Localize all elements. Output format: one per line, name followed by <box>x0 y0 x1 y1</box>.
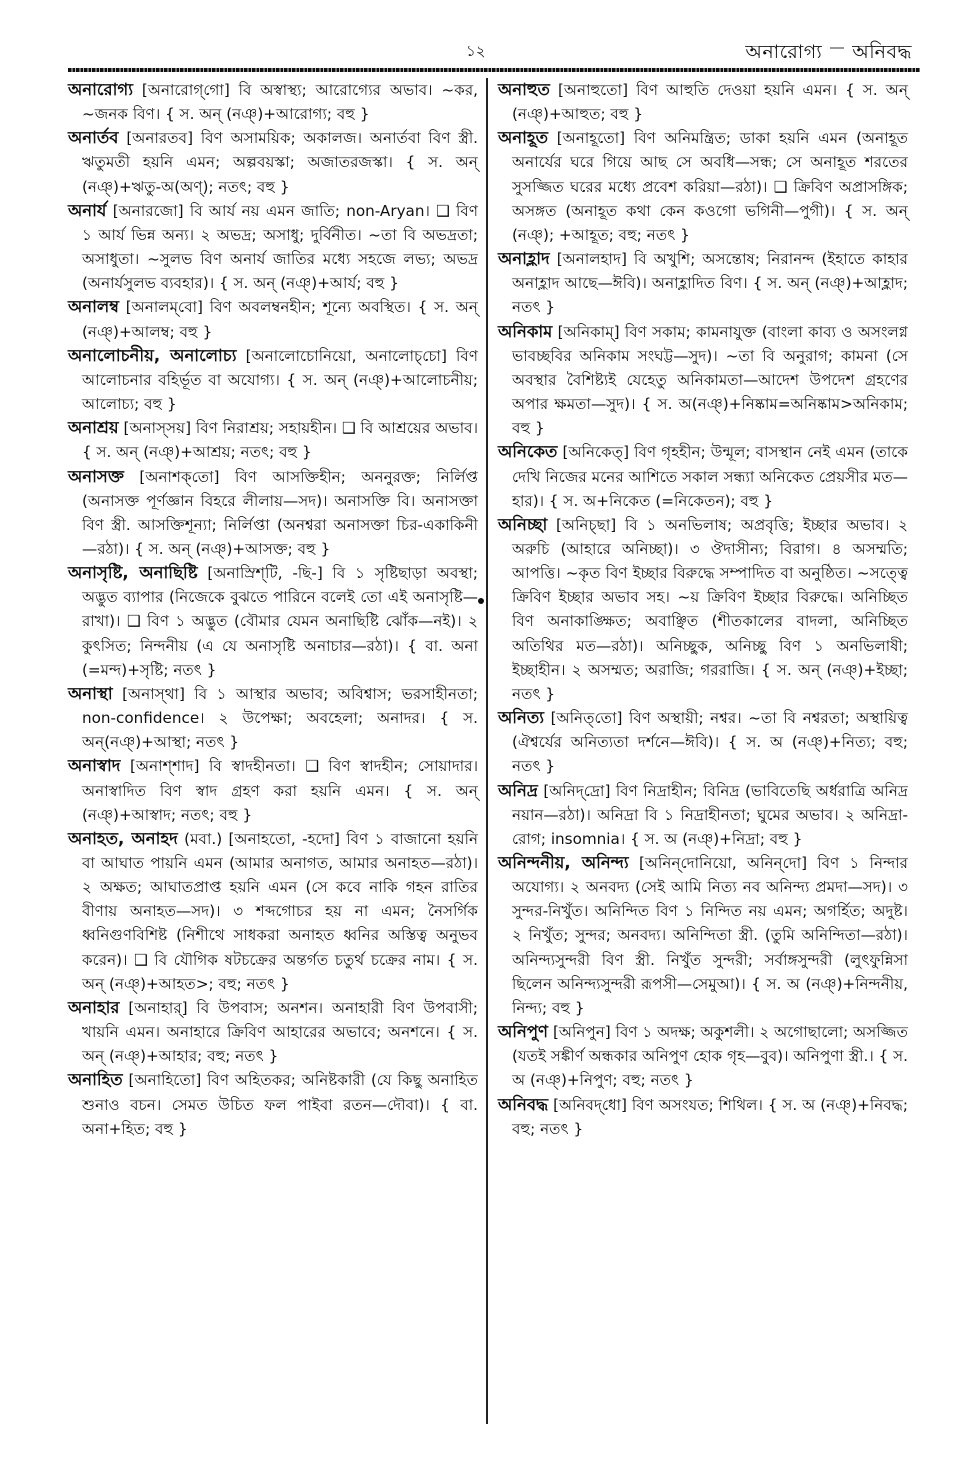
dictionary-entry <box>68 126 478 198</box>
headword: অনাস্থা <box>68 683 113 703</box>
dictionary-entry <box>68 1068 478 1140</box>
dictionary-entry <box>498 779 908 851</box>
guide-separator <box>830 47 844 59</box>
headword: অনাস্বাদ <box>68 756 121 776</box>
headword: অনিচ্ছা <box>498 514 548 534</box>
headword: অনিকাম <box>498 321 553 341</box>
entry-text: [অনিকেত্] বিণ গৃহহীন; উন্মূল; বাসস্থান নেই এমন (তাকে দেখি নিজের মনের আশিতে সকাল সন্ধ্যা অনিকেত প্রেয়সীর মত—হার)। { স. অ+নিকেত (=নিকেতন); বহু } <box>512 443 908 510</box>
dictionary-entry <box>498 78 908 126</box>
dictionary-entry <box>498 513 908 706</box>
entry-text: [অনালোচোনিয়ো, অনালোচ্‌চো] বিণ আলোচনার বহির্ভূত বা অযোগ্য। { স. অন্ (নঞ্)+আলোচনীয়; আলোচ্য; বহু } <box>82 346 479 414</box>
entry-text: [অনাশক্‌তো] বিণ আসক্তিহীন; অননুরক্ত; নির্লিপ্ত (অনাসক্ত পূর্ণজ্ঞান বিহরে লীলায়—সদ)। অনাসক্তি বি। অনাসক্তা বিণ স্ত্রী. আসক্তিশূন্যা; নির্লিপ্তা (অনশ্বরা অনাসক্তা চির-একাকিনী—রঠা)। { স. অন্ (নঞ্)+আসক্ত; বহু } <box>82 467 478 558</box>
entry-text: [অনালহাদ] বি অখুশি; অসন্তোষ; নিরানন্দ (ইহাতে কাহার অনাহ্লাদ আছে—ঈবি)। অনাহ্লাদিত বিণ। { স. অন্ (নঞ্)+আহ্লাদ; নতৎ } <box>512 250 908 317</box>
headword: অনালম্ব <box>68 297 119 317</box>
headword: অনিন্দনীয়, অনিন্দ্য <box>498 853 629 872</box>
entry-text: [অনাস্‌সয়] বিণ নিরাশ্রয়; সহায়হীন। ❑ বি আশ্রয়ের অভাব। { স. অন্ (নঞ্)+আশ্রয়; নতৎ; বহু } <box>82 419 478 462</box>
guide-word-first: অনারোগ্য <box>745 41 823 63</box>
dictionary-entry <box>68 344 478 416</box>
guide-word-last: অনিবদ্ধ <box>852 41 912 63</box>
entry-text: [অনিকাম্] বিণ সকাম; কামনাযুক্ত (বাংলা কাব্য ও অসংলগ্ন ভাবচ্ছবির অনিকাম সংঘট্ট—সুদ)। ~তা বি অনুরাগ; কামনা (সে অবস্থার বৈশিষ্ট্যই যেহেতু অনিকামতা—আদেশ উপদেশ গ্রহণের অপার ক্ষমতা—সুদ)। { স. অ(নঞ্)+নিষ্কাম=অনিষ্কাম>অনিকাম; বহু } <box>512 322 909 438</box>
entry-text: [অনাস্রিশ্‌টি, -ছি-] বি ১ সৃষ্টিছাড়া অবস্থা; অদ্ভুত ব্যাপার (নিজেকে বুঝতে পারিনে বলেই তো এই অনাসৃষ্টি—রাখা)। ❑ বিণ ১ অদ্ভুত (বৌমার যেমন অনাছিষ্টি ঝোঁক—নই)। ২ কুৎসিত; নিন্দনীয় (এ যে অনাসৃষ্টি অনাচার—রঠা)। { বা. অনা (=মন্দ)+সৃষ্টি; নতৎ } <box>82 564 479 679</box>
entry-text: [অনাহার্] বি উপবাস; অনশন। অনাহারী বিণ উপবাসী; খায়নি এমন। অনাহারে ক্রিবিণ আহারের অভাবে; অনশনে। { স. অন্ (নঞ্)+আহার; বহু; নতৎ } <box>82 998 479 1066</box>
dictionary-entry <box>68 78 478 126</box>
dictionary-entry <box>68 416 478 464</box>
entry-text: [অনিবদ্‌ধো] বিণ অসংযত; শিথিল। { স. অ (নঞ্)+নিবদ্ধ; বহু; নতৎ } <box>512 1095 908 1138</box>
dictionary-entry <box>498 1093 908 1141</box>
entry-text: [অনিচ্‌ছা] বি ১ অনভিলাষ; অপ্রবৃত্তি; ইচ্ছার অভাব। ২ অরুচি (আহারে অনিচ্ছা)। ৩ ঔদাসীন্য; বিরাগ। ৪ অসম্মতি; আপত্তি। ~কৃত বিণ ইচ্ছার বিরুদ্ধে সম্পাদিত বা অনুষ্ঠিত। ~সত্ত্বে ক্রিবিণ ইচ্ছার অভাব সহ। ~য় ক্রিবিণ ইচ্ছার বিরুদ্ধে। অনিচ্ছিত বিণ অনাকাঙ্ক্ষিত; অবাঞ্ছিত (শীতকালের বাদলা, অনিচ্ছিত অতিথির মত—রঠা)। অনিচ্ছুক, অনিচ্ছু বিণ ১ অনভিলাষী; ইচ্ছাহীন। ২ অসম্মত; অরাজি; গররাজি। { স. অন্ (নঞ্)+ইচ্ছা; নতৎ } <box>512 515 908 703</box>
entry-text: [অনাহূতো] বিণ অনিমন্ত্রিত; ডাকা হয়নি এমন (অনাহূত অনার্যের ঘরে গিয়ে আছ সে অবধি—সন্ধ; সে অনাহূত শরতের সুসজ্জিত ঘরের মধ্যে প্রবেশ করিয়া—রঠা)। ❑ ক্রিবিণ অপ্রাসঙ্গিক; অসঙ্গত (অনাহূত কথা কেন কওগো ভগিনী—পুগী)। { স. অন্ (নঞ্); +আহূত; বহু; নতৎ } <box>512 129 908 244</box>
dictionary-entry <box>498 320 908 441</box>
headword: অনারোগ্য <box>68 80 134 99</box>
headword: অনিপুণ <box>498 1022 549 1042</box>
headword: অনিবদ্ধ <box>498 1094 549 1114</box>
column-divider <box>486 78 488 1424</box>
dictionary-entry <box>498 706 908 778</box>
dictionary-entry <box>498 126 908 247</box>
entry-text: [অনিপুন] বিণ ১ অদক্ষ; অকুশলী। ২ অগোছালো; অসজ্জিত (যতই সঙ্কীর্ণ অন্ধকার অনিপুণ হোক গৃহ—বুব)। অনিপুণা স্ত্রী.। { স. অ (নঞ্)+নিপুণ; বহু; নতৎ } <box>512 1023 909 1090</box>
entry-text: [অনারোগ্‌গো] বি অস্বাস্থ্য; আরোগ্যের অভাব। ~কর, ~জনক বিণ। { স. অন্ (নঞ্)+আরোগ্য; বহু } <box>82 81 479 124</box>
headword: অনাহার <box>68 997 120 1017</box>
dictionary-entry <box>68 465 478 562</box>
entry-text: [অনারতব] বিণ অসাময়িক; অকালজ। অনার্তবা বিণ স্ত্রী. ঋতুমতী হয়নি এমন; অল্পবয়স্কা; অজাতরজস্কা। { স. অন্ (নঞ্)+ঋতু-অ(অণ্); নতৎ; বহু } <box>82 129 478 196</box>
dictionary-entry <box>68 682 478 754</box>
headword: অনাসক্ত <box>68 466 124 486</box>
dictionary-entry <box>68 754 478 826</box>
dictionary-entry <box>498 440 908 512</box>
dictionary-entry <box>68 199 478 296</box>
dictionary-entry <box>498 247 908 319</box>
headword: অনাশ্রয় <box>68 418 119 438</box>
dictionary-entry <box>68 827 478 996</box>
headword: অনাহিত <box>68 1070 123 1090</box>
headword: অনাসৃষ্টি, অনাছিষ্টি <box>68 563 198 583</box>
page-number: ১২ <box>466 42 486 60</box>
entry-text: [অনারজো] বি আর্য নয় এমন জাতি; non-Aryan। ❑ বিণ ১ আর্য ভিন্ন অন্য। ২ অভদ্র; অসাধু; দুর্বিনীত। ~তা বি অভদ্রতা; অসাধুতা। ~সুলভ বিণ অনার্য জাতির মধ্যে সহজে লভ্য; অভদ্র (অনার্যসুলভ ব্যবহার)। { স. অন্ (নঞ্)+আর্য; বহু } <box>82 201 478 293</box>
headword: অনালোচনীয়, অনালোচ্য <box>68 345 237 365</box>
headword: অনিদ্র <box>498 780 538 800</box>
entry-text: [অনিদ্‌দ্রো] বিণ নিদ্রাহীন; বিনিদ্র (ভাবিতেছি অর্ধরাত্রি অনিদ্র নয়ান—রঠা)। অনিদ্রা বি ১ নিদ্রাহীনতা; ঘুমের অভাব। ২ অনিদ্রা-রোগ; insomnia। { স. অ (নঞ্)+নিদ্রা; বহু } <box>512 781 908 848</box>
page-header <box>0 38 960 72</box>
dictionary-entry <box>498 1020 908 1092</box>
left-column <box>68 78 478 1141</box>
entry-text: [অনিন্‌দোনিয়ো, অনিন্‌দো] বিণ ১ নিন্দার অযোগ্য। ২ অনবদ্য (সেই আমি নিত্য নব অনিন্দ্য প্রমদা—সদ)। ৩ সুন্দর-নিখুঁত। অনিন্দিত বিণ ১ নিন্দিত নয় এমন; অগর্হিত; অদুষ্ট। ২ নিখুঁত; সুন্দর; অনবদ্য। অনিন্দিতা স্ত্রী. (তুমি অনিন্দিতা—রঠা)। অনিন্দ্যসুন্দরী বিণ স্ত্রী. নিখুঁত সুন্দরী; সর্বাঙ্গসুন্দরী (লুৎফুন্নিসা ছিলেন অনিন্দ্যসুন্দরী রূপসী—সেমুআ)। { স. অ (নঞ্)+নিন্দনীয়, নিন্দ্য; বহু } <box>512 854 909 1017</box>
dictionary-entry <box>68 295 478 343</box>
headword: অনিকেত <box>498 442 558 462</box>
entry-text: (মবা.) [অনাহতো, -হদো] বিণ ১ বাজানো হয়নি বা আঘাত পায়নি এমন (আমার অনাগত, আমার অনাহত—রঠা)। ২ অক্ষত; আঘাতপ্রাপ্ত হয়নি এমন (সে কবে নাকি গহন রাতির বীণায় অনাহত—সদ)। ৩ শব্দগোচর হয় না এমন; নৈসর্গিক ধ্বনিগুণবিশিষ্ট (নিশীথে সাধকরা অনাহত ধ্বনির অস্তিত্ব অনুভব করেন)। ❑ বি যৌগিক ষটচক্রের অন্তর্গত চতুর্থ চক্রের নাম। { স. অন্ (নঞ্)+আহত>; বহু; নতৎ } <box>82 829 479 993</box>
headword: অনিত্য <box>498 708 545 728</box>
entry-text: [অনাহুতো] বিণ আহুতি দেওয়া হয়নি এমন। { স. অন্ (নঞ্)+আহুত; বহু } <box>512 81 909 124</box>
margin-dot <box>478 598 484 604</box>
headword: অনার্য <box>68 200 107 220</box>
entry-text: [অনাশ্‌শাদ] বি স্বাদহীনতা। ❑ বিণ স্বাদহীন; সোয়াদার। অনাস্বাদিত বিণ স্বাদ গ্রহণ করা হয়নি এমন। { স. অন্ (নঞ্)+আস্বাদ; নতৎ; বহু } <box>82 757 478 824</box>
headword: অনাহত, অনাহদ <box>68 828 178 848</box>
right-column <box>498 78 908 1141</box>
headword: অনার্তব <box>68 128 119 148</box>
header-rule <box>68 68 920 72</box>
headword: অনাহুত <box>498 80 550 99</box>
headword: অনাহূত <box>498 128 548 148</box>
dictionary-entry <box>68 996 478 1068</box>
entry-text: [অনাহিতো] বিণ অহিতকর; অনিষ্টকারী (যে কিছু অনাহিত শুনাও বচন। সেমত উচিত ফল পাইবা রতন—দৌবা)। { বা. অনা+হিত; বহু } <box>82 1071 478 1138</box>
dictionary-entry <box>498 851 908 1020</box>
entry-text: [অনাস্‌থা] বি ১ আস্থার অভাব; অবিশ্বাস; ভরসাহীনতা; non-confidence। ২ উপেক্ষা; অবহেলা; অনাদর। { স. অন্(নঞ্)+আস্থা; নতৎ } <box>82 684 478 752</box>
entry-text: [অনালম্‌বো] বিণ অবলম্বনহীন; শূন্যে অবস্থিত। { স. অন্ (নঞ্)+আলম্ব; বহু } <box>82 298 478 341</box>
guide-words <box>745 38 912 70</box>
entry-text: [অনিত্‌তো] বিণ অস্থায়ী; নশ্বর। ~তা বি নশ্বরতা; অস্থায়িত্ব (ঐশ্বর্যের অনিত্যতা দর্শনে—ঈবি)। { স. অ (নঞ্)+নিত্য; বহু; নতৎ } <box>512 709 909 776</box>
headword: অনাহ্লাদ <box>498 249 550 269</box>
dictionary-entry <box>68 561 478 682</box>
